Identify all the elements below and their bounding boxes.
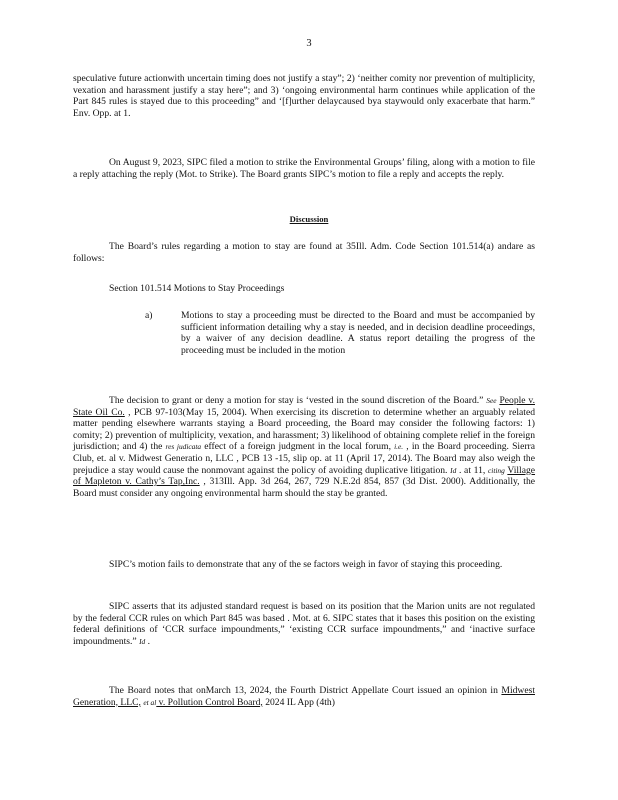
- text-run: . at 11,: [456, 464, 488, 476]
- paragraph-sipc-fails: [73, 559, 535, 571]
- signal-citing: citing: [487, 465, 505, 475]
- text-run: , in the Board proceeding. Sierra Club, et. al v. Midwest Generatio n, LLC , PCB 13 -15, slip op. at 11 (April 17, 2014). The Board may also weigh the prejudice a stay would cause the nonmovant against the policy of avoiding duplicative litigation.: [73, 441, 535, 476]
- paragraph-text: The Board’s rules regarding a motion to stay are found at 35Ill. Adm. Code Section 101.514(a) andare as follows:: [73, 241, 535, 264]
- text-run: effect of a foreign judgment in the local forum,: [201, 441, 395, 453]
- text-run: 2024 IL App (4th): [262, 696, 335, 708]
- text-run: The Board notes that onMarch 13, 2024, the Fourth District Appellate Court issued an opinion in: [109, 685, 502, 696]
- paragraph-body: [73, 395, 535, 499]
- case-name: People v. State Oil Co.: [73, 395, 535, 418]
- paragraph-text: speculative future actionwith uncertain timing does not justify a stay”; 2) ‘neither comity nor prevention of multiplicity, vexation and harassment justify a stay here”; and 3) ‘ongoing environmental harm continues while application of the Part 845 rules is stayed due to this proceeding” and ‘[f]urther delaycaused bya staywould only exacerbate that harm.” Env. Opp. at 1.: [73, 73, 535, 119]
- latin-term: et al: [143, 697, 157, 707]
- text-run: The decision to grant or deny a motion for stay is ‘vested in the sound discretion of the Board.”: [109, 395, 487, 406]
- text-run: , 313Ill. App. 3d 264, 267, 729 N.E.2d 854, 857 (3d Dist. 2000). Additionally, the Board must consider any ongoing environmental harm should the stay be granted.: [73, 476, 535, 499]
- signal-id: Id: [139, 636, 146, 646]
- text-run: SIPC asserts that its adjusted standard request is based on its position that the Marion units are not regulated by the federal CCR rules on which Part 845 was based . Mot. at 6. SIPC states that it bases this position on the existing federal definitions of ‘CCR surface impoundments,” ‘existing CCR surface impoundments,” and ‘inactive surface impoundments.”: [73, 601, 535, 647]
- paragraph-motion-to-strike: [73, 157, 535, 180]
- case-name: Midwest Generation, LLC,: [73, 685, 535, 708]
- heading-text: Discussion: [289, 214, 329, 224]
- item-text: Motions to stay a proceeding must be directed to the Board and must be accompanied by sufficient information detailing why a stay is needed, and in decision deadline proceedings, by a waiver of any decision deadline. A status report detailing the progress of the proceeding must be included in the motion: [181, 310, 535, 356]
- case-name: Village of Mapleton v. Cathy’s Tap,Inc.: [73, 464, 536, 488]
- text-run: , PCB 97-103(May 15, 2004). When exercising its discretion to determine whether an arguably related matter pending elsewhere warrants staying a Board proceeding, the Board may consider the following factors: 1) comity; 2) prevention of multiplicity, vexation, and harassment; 3) likelihood of obtaining complete relief in the foreign jurisdiction; and 4) the: [73, 406, 535, 453]
- paragraph-text: On August 9, 2023, SIPC filed a motion to strike the Environmental Groups’ filing, along with a motion to file a reply attaching the reply (Mot. to Strike). The Board grants SIPC’s motion to file a reply and accepts the reply.: [73, 157, 535, 180]
- paragraph-body: [73, 685, 535, 708]
- paragraph-body: [73, 601, 535, 647]
- paragraph-text: SIPC’s motion fails to demonstrate that any of the se factors weigh in favor of staying this proceeding.: [109, 559, 503, 570]
- text-run: .: [145, 635, 151, 647]
- item-label: a): [145, 310, 153, 321]
- section-heading: [0, 214, 618, 226]
- paragraph-rules-intro: [73, 241, 535, 264]
- case-name: v. Pollution Control Board,: [156, 696, 263, 708]
- signal-id: Id: [450, 465, 457, 475]
- latin-term: res judicata: [165, 442, 202, 452]
- paragraph-sipc-asserts: [73, 601, 535, 647]
- paragraph-stay-factors: [73, 395, 535, 499]
- section-title: Section 101.514 Motions to Stay Proceedings: [109, 283, 285, 294]
- paragraph-env-opposition: [73, 73, 535, 119]
- latin-term: i.e.: [394, 442, 404, 452]
- signal-see: See: [486, 396, 497, 405]
- page-number: 3: [306, 38, 312, 49]
- paragraph-appellate-court: [73, 685, 535, 708]
